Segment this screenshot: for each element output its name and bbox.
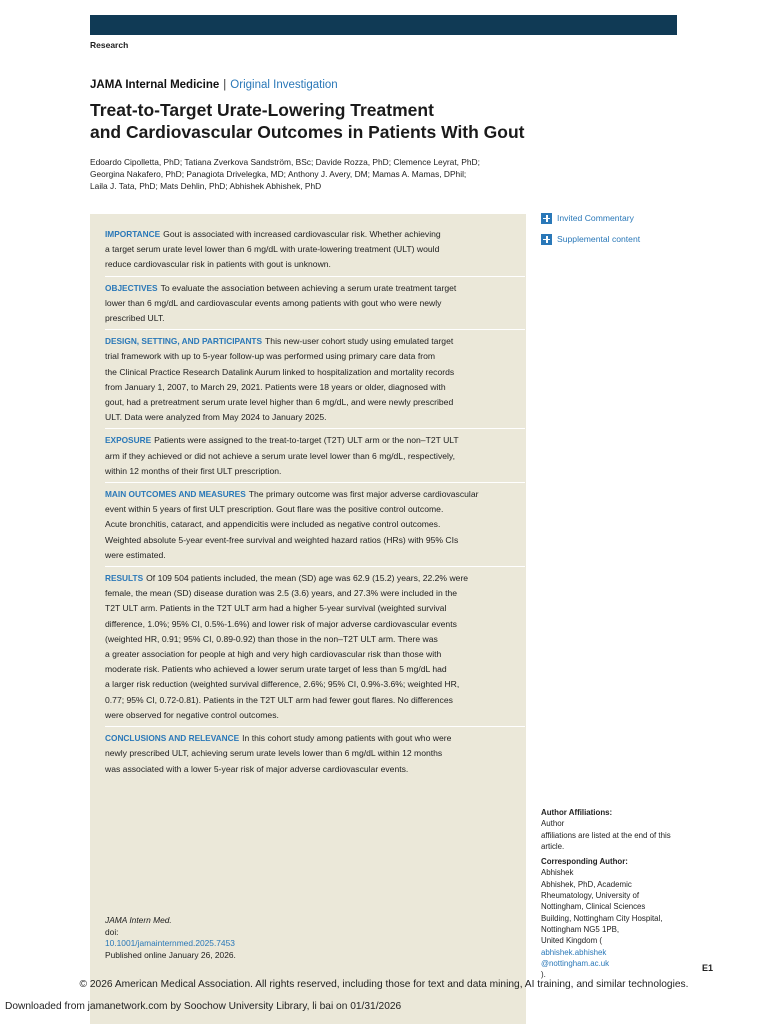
corr-line: Nottingham NG5 1PB,	[541, 924, 620, 934]
abstract-line: prescribed ULT.	[105, 313, 165, 324]
title-line: and Cardiovascular Outcomes in Patients With Gout	[90, 122, 525, 142]
abstract-line: difference, 1.0%; 95% CI, 0.5%-1.6%) and lower risk of major adverse cardiovascular events	[105, 618, 457, 629]
citation-journal: JAMA Intern Med.	[105, 915, 172, 925]
affil-line: Author	[541, 819, 565, 829]
abstract-line: Acute bronchitis, cataract, and appendicitis were included as negative control outcomes.	[105, 519, 441, 530]
abstract-line: Gout is associated with increased cardiovascular risk. Whether achieving	[163, 229, 441, 239]
email-link[interactable]: @nottingham.ac.uk	[541, 958, 610, 968]
abstract-conclusions	[105, 728, 517, 780]
corr-line: Building, Nottingham City Hospital,	[541, 913, 663, 923]
supplemental-content-link[interactable]	[541, 232, 691, 246]
sidebar-links	[541, 211, 691, 253]
email-link[interactable]: abhishek.abhishek	[541, 947, 607, 957]
corresponding-author-block	[541, 856, 681, 980]
abstract-section-heading: IMPORTANCE	[105, 229, 161, 239]
abstract-line: Of 109 504 patients included, the mean (SD) age was 62.9 (15.2) years, 22.2% were	[146, 573, 469, 584]
abstract-line: a target serum urate level lower than 6 mg/dL with urate-lowering treatment (ULT) would	[105, 244, 440, 255]
abstract-line: Patients were assigned to the treat-to-target (T2T) ULT arm or the non–T2T ULT	[154, 435, 459, 446]
abstract-objectives	[105, 278, 517, 330]
abstract-line: lower than 6 mg/dL and cardiovascular events among patients with gout who were newly	[105, 297, 442, 308]
citation-doi-prefix: doi:	[105, 926, 119, 937]
abstract-section-heading: MAIN OUTCOMES AND MEASURES	[105, 489, 246, 500]
abstract-line: a larger risk reduction (weighted survival difference, 2.6%; 95% CI, 0.9%-3.6%; weighted HR,	[105, 679, 460, 690]
invited-commentary-link[interactable]	[541, 211, 691, 225]
abstract-design	[105, 331, 517, 428]
abstract-line: 0.77; 95% CI, 0.72-0.81). Patients in the T2T ULT arm had fewer gout flares. No differences	[105, 694, 453, 705]
abstract-line: event within 5 years of first ULT prescription. Gout flare was the positive control outcome.	[105, 504, 444, 515]
author-affiliations	[541, 807, 681, 980]
abstract-line: newly prescribed ULT, achieving serum urate levels lower than 6 mg/dL within 12 months	[105, 748, 443, 759]
doi-link[interactable]: 10.1001/jamainternmed.2025.7453	[105, 938, 235, 948]
published-date: Published online January 26, 2026.	[105, 949, 236, 960]
affiliations-block	[541, 807, 681, 852]
abstract-line: ULT. Data were analyzed from May 2024 to January 2025.	[105, 412, 327, 423]
abstract-line: gout, had a pretreatment serum urate level higher than 6 mg/dL, and were newly prescribed	[105, 397, 454, 408]
abstract-exposure	[105, 430, 517, 482]
abstract-line: In this cohort study among patients with gout who were	[242, 733, 452, 744]
abstract-line: reduce cardiovascular risk in patients with gout is unknown.	[105, 259, 331, 270]
affil-line: affiliations are listed at the end of this	[541, 830, 671, 840]
abstract-results	[105, 568, 517, 726]
article-type: Original Investigation	[230, 79, 338, 91]
abstract-line: To evaluate the association between achieving a serum urate treatment target	[160, 282, 457, 293]
plus-icon	[541, 234, 552, 245]
abstract-line: were estimated.	[105, 549, 166, 560]
abstract-line: T2T ULT arm. Patients in the T2T ULT arm had a higher 5-year survival (weighted survival	[105, 603, 447, 614]
abstract-section-heading: OBJECTIVES	[105, 282, 158, 293]
plus-icon	[541, 213, 552, 224]
abstract-line: This new-user cohort study using emulated target	[265, 336, 454, 347]
corr-line: Nottingham, Clinical Sciences	[541, 902, 646, 912]
corresponding-author-heading: Corresponding Author:	[541, 857, 628, 867]
abstract-line: female, the mean (SD) disease duration was 2.5 (3.6) years, and 27.3% were included in the	[105, 588, 458, 599]
author-line: Edoardo Cipolletta, PhD; Tatiana Zverkova Sandström, BSc; Davide Rozza, PhD; Clemence Leyrat, PhD;	[90, 157, 480, 167]
abstract-section-heading: EXPOSURE	[105, 435, 152, 446]
affiliations-heading: Author Affiliations:	[541, 808, 613, 817]
abstract-line: was associated with a lower 5-year risk of major adverse cardiovascular events.	[105, 763, 409, 774]
journal-name: JAMA Internal Medicine	[90, 79, 220, 91]
link-label: Invited Commentary	[557, 213, 634, 223]
abstract-line: Weighted absolute 5-year event-free survival and weighted hazard ratios (HRs) with 95% CIs	[105, 534, 459, 545]
journal-header-bar	[90, 15, 677, 35]
abstract-outcomes	[105, 484, 517, 566]
corr-line: Abhishek	[541, 868, 574, 878]
abstract-line: the Clinical Practice Research Datalink Aurum linked to hospitalization and mortality records	[105, 366, 455, 377]
copyright-notice: © 2026 American Medical Association. All rights reserved, including those for text and data mining, AI training, and similar technologies.	[79, 979, 689, 990]
abstract-line: moderate risk. Patients who achieved a lower serum urate target of less than 5 mg/dL had	[105, 664, 447, 675]
abstract-line: from January 1, 2007, to March 29, 2021. Patients were 18 years or older, diagnosed with	[105, 381, 446, 392]
abstract-importance	[105, 224, 517, 276]
journal-line	[90, 79, 338, 91]
author-line: Laila J. Tata, PhD; Mats Dehlin, PhD; Abhishek Abhishek, PhD	[90, 181, 322, 191]
abstract-line: arm if they achieved or did not achieve a serum urate level lower than 6 mg/dL, respectively,	[105, 450, 455, 461]
abstract-line: within 12 months of their first ULT prescription.	[105, 465, 282, 476]
page-number: E1	[702, 963, 714, 973]
abstract	[105, 224, 517, 780]
title-line: Treat-to-Target Urate-Lowering Treatment	[90, 100, 434, 120]
abstract-section-heading: RESULTS	[105, 573, 144, 584]
link-label: Supplemental content	[557, 234, 641, 244]
author-line: Georgina Nakafero, PhD; Panagiota Drivelegka, MD; Anthony J. Avery, DM; Mamas A. Mamas, DPhil;	[90, 169, 467, 179]
abstract-line: were observed for negative control outcomes.	[105, 709, 279, 720]
corr-line: Rheumatology, University of	[541, 891, 640, 901]
corr-line: United Kingdom (	[541, 936, 602, 946]
section-label: Research	[90, 40, 129, 50]
citation	[105, 915, 236, 961]
affil-line: article.	[541, 841, 565, 851]
journal-separator: |	[223, 79, 227, 91]
author-list	[90, 156, 610, 192]
download-notice: Downloaded from jamanetwork.com by Soochow University Library, li bai on 01/31/2026	[5, 1001, 402, 1012]
article-title	[90, 99, 650, 143]
abstract-section-heading: CONCLUSIONS AND RELEVANCE	[105, 733, 240, 744]
abstract-line: a greater association for people at high and very high cardiovascular risk than those with	[105, 649, 442, 660]
abstract-line: The primary outcome was first major adverse cardiovascular	[248, 489, 479, 500]
abstract-section-heading: DESIGN, SETTING, AND PARTICIPANTS	[105, 336, 263, 347]
abstract-line: (weighted HR, 0.91; 95% CI, 0.89-0.92) than those in the non–T2T ULT arm. There was	[105, 633, 438, 644]
abstract-line: trial framework with up to 5-year follow-up was performed using primary care data from	[105, 351, 436, 362]
corr-line: Abhishek, PhD, Academic	[541, 879, 632, 889]
corr-line: ).	[541, 970, 546, 980]
